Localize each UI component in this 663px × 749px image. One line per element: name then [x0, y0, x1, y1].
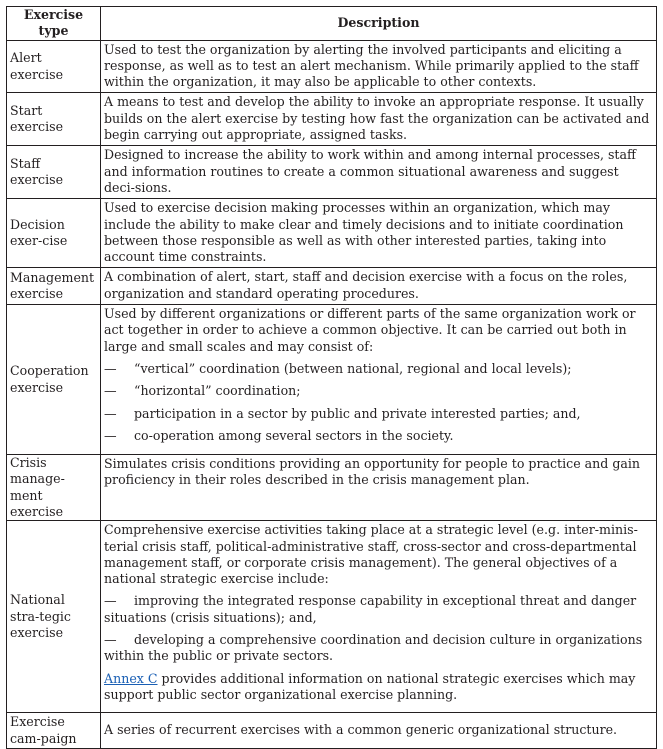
- list-item-text: co-operation among several sectors in the society.: [134, 427, 454, 443]
- description-cell: A series of recurrent exercises with a common generic organizational structure.: [101, 713, 657, 749]
- dash-marker: —: [104, 427, 117, 443]
- list-item: [104, 361, 652, 377]
- list-item-text: “vertical” coordination (between national, regional and local levels);: [134, 360, 572, 376]
- table-row: [7, 199, 657, 268]
- list-item: [104, 632, 652, 665]
- description-text: Used by different organizations or different parts of the same organization work or act together in order to achieve a common objective. It can be carried out both in large and small scales and may consist of:: [104, 306, 636, 354]
- table-header-row: [7, 7, 657, 41]
- description-cell: [101, 521, 657, 713]
- exercise-types-table: [6, 6, 657, 749]
- header-exercise-type: Exercise type: [7, 7, 101, 41]
- list-item-text: developing a comprehensive coordination and decision culture in organizations within the public or private sectors.: [104, 632, 643, 664]
- description-cell: Used to test the organization by alerting the involved participants and eliciting a response, as well as to test an alert mechanism. While primarily applied to the staff within the organization, it may also be applicable to other contexts.: [101, 40, 657, 93]
- table-row: [7, 268, 657, 305]
- dash-marker: —: [104, 632, 117, 648]
- exercise-type-cell: Decision exer-cise: [7, 199, 101, 268]
- annex-c-link[interactable]: Annex C: [104, 670, 158, 686]
- table-row: [7, 146, 657, 199]
- exercise-type-cell: Cooperation exercise: [7, 305, 101, 455]
- table-row: [7, 40, 657, 93]
- dash-marker: —: [104, 593, 117, 609]
- table-row: [7, 455, 657, 521]
- header-description: Description: [101, 7, 657, 41]
- dash-marker: —: [104, 383, 117, 399]
- table-row: [7, 305, 657, 455]
- description-text: Comprehensive exercise activities taking place at a strategic level (e.g. inter-minis-terial crisis staff, political-administrative staff, cross-sector and cross-departmental management staff, or corporate crisis management). The general objectives of a national strategic exercise include:: [104, 522, 638, 587]
- description-cell: [101, 305, 657, 455]
- description-cell: Simulates crisis conditions providing an opportunity for people to practice and gain proficiency in their roles described in the crisis management plan.: [101, 455, 657, 521]
- list-item: [104, 593, 652, 626]
- list-item-text: improving the integrated response capability in exceptional threat and danger situations (crisis situations); and,: [104, 593, 637, 625]
- description-cell: A combination of alert, start, staff and decision exercise with a focus on the roles, organization and standard operating procedures.: [101, 268, 657, 305]
- list-item: [104, 383, 652, 399]
- dash-marker: —: [104, 360, 117, 376]
- exercise-type-cell: Start exercise: [7, 93, 101, 146]
- description-cell: Used to exercise decision making processes within an organization, which may include the ability to make clear and timely decisions and to initiate coordination between those responsible as well as with other interested parties, taking into account time constraints.: [101, 199, 657, 268]
- table-row: [7, 93, 657, 146]
- description-cell: A means to test and develop the ability to invoke an appropriate response. It usually builds on the alert exercise by testing how fast the organization can be activated and begin carrying out appropriate, assigned tasks.: [101, 93, 657, 146]
- exercise-type-cell: Exercise cam-paign: [7, 713, 101, 749]
- list-item-text: “horizontal” coordination;: [134, 383, 301, 399]
- list-item: [104, 428, 652, 444]
- exercise-type-cell: Staff exercise: [7, 146, 101, 199]
- exercise-type-cell: Management exercise: [7, 268, 101, 305]
- table-row: [7, 521, 657, 713]
- description-cell: Designed to increase the ability to work within and among internal processes, staff and information routines to create a common situational awareness and suggest deci-sions.: [101, 146, 657, 199]
- dash-marker: —: [104, 405, 117, 421]
- annex-note-text: provides additional information on national strategic exercises which may support public sector organizational exercise planning.: [104, 670, 636, 702]
- exercise-type-cell: Alert exercise: [7, 40, 101, 93]
- list-item-text: participation in a sector by public and private interested parties; and,: [134, 405, 581, 421]
- list-item: [104, 406, 652, 422]
- annex-note: [104, 671, 652, 704]
- exercise-type-cell: Crisis manage-ment exercise: [7, 455, 101, 521]
- exercise-type-cell: National stra-tegic exercise: [7, 521, 101, 713]
